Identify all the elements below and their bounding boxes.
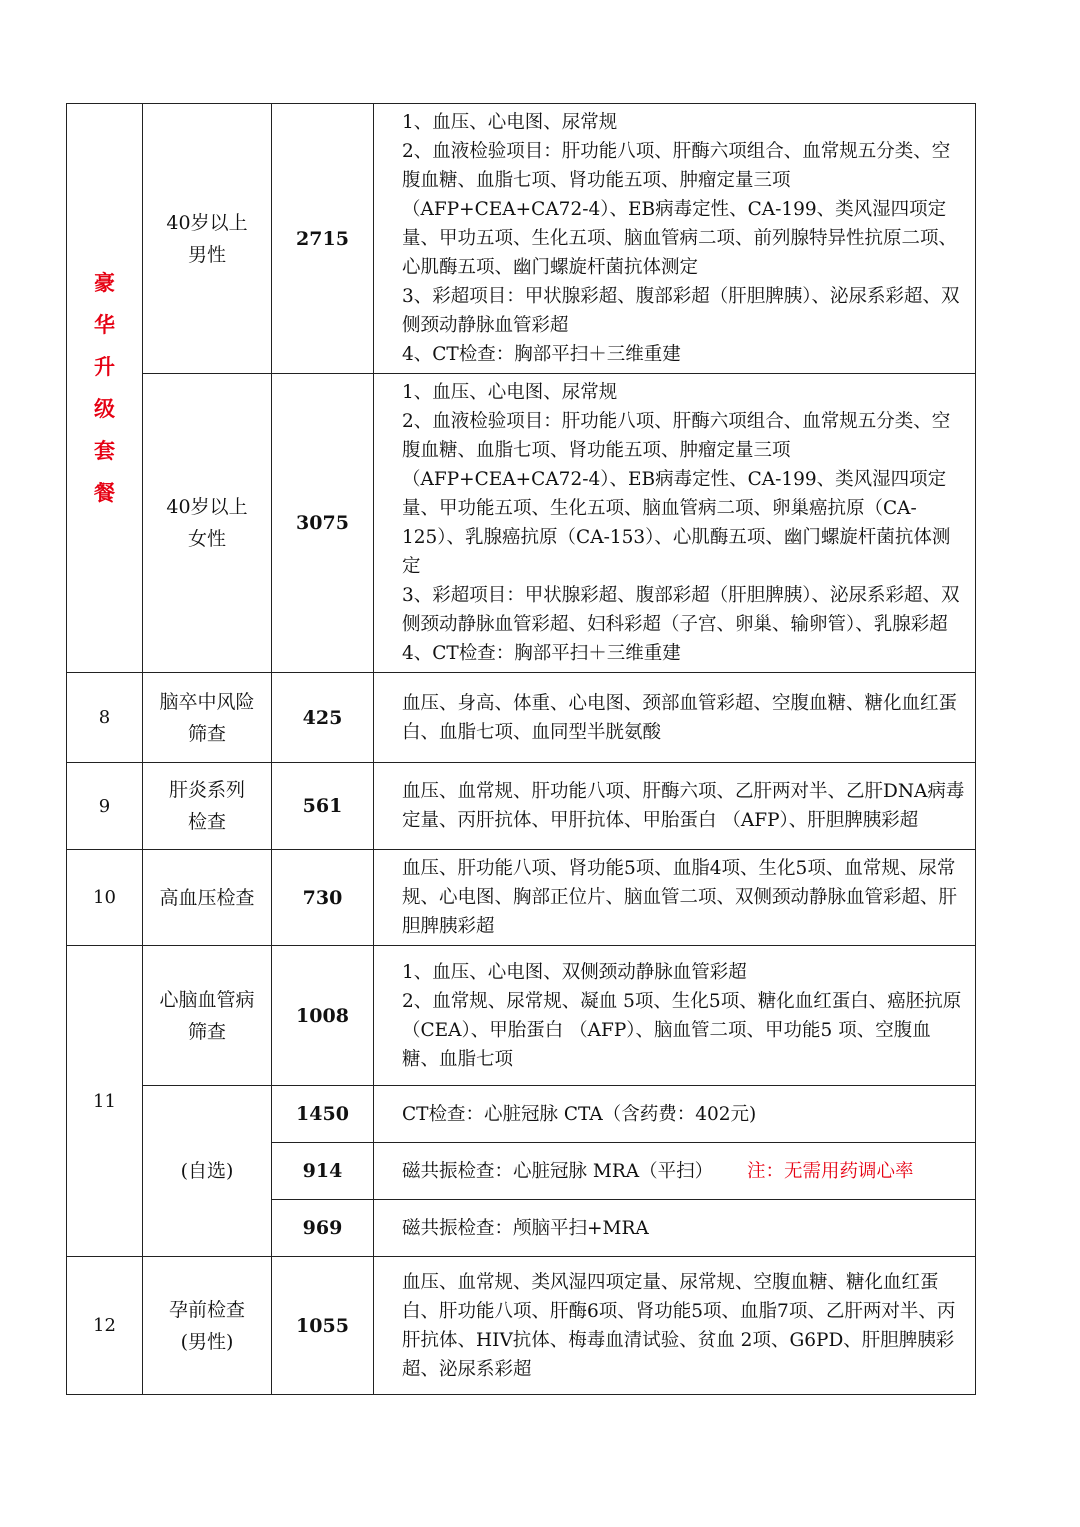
items-cell [374, 1086, 976, 1143]
item-text: 血压、血常规、肝功能八项、肝酶六项、乙肝两对半、乙肝DNA病毒定量、丙肝抗体、甲肝抗体、甲胎蛋白 （AFP）、肝胆脾胰彩超 [402, 781, 965, 831]
item-line: 2、血液检验项目：肝功能八项、肝酶六项组合、血常规五分类、空腹血糖、血脂七项、肾功能五项、肿瘤定量三项（AFP+CEA+CA72-4）、EB病毒定性、CA-199、类风湿四项定量、甲功能五项、生化五项、脑血管病二项、卵巢癌抗原（CA-125）、乳腺癌抗原（CA-153）、心肌酶五项、幽门螺旋杆菌抗体测定 [402, 411, 951, 577]
package-name: 男性 [187, 243, 226, 266]
item-text: 血压、身高、体重、心电图、颈部血管彩超、空腹血糖、糖化血红蛋白、血脂七项、血同型半胱氨酸 [402, 692, 958, 743]
row-number: 8 [67, 673, 143, 763]
item-line: 2、血常规、尿常规、凝血 5项、生化5项、糖化血红蛋白、癌胚抗原（CEA）、甲胎蛋白 （AFP）、脑血管二项、甲功能5 项、空腹血糖、血脂七项 [402, 990, 962, 1070]
table-row [67, 374, 976, 673]
package-name-cell [143, 946, 272, 1086]
table-row [67, 673, 976, 763]
package-name: 女性 [187, 528, 226, 550]
package-name: (男性) [180, 1330, 234, 1353]
item-line: 1、血压、心电图、尿常规 [402, 112, 618, 133]
package-name-cell [143, 374, 272, 673]
package-name: 筛查 [187, 722, 226, 745]
package-name: 高血压检查 [143, 850, 272, 946]
package-name: 孕前检查 [168, 1298, 245, 1321]
row-number: 10 [67, 850, 143, 946]
item-text: 磁共振检查：心脏冠脉 MRA（平扫） [402, 1160, 714, 1182]
package-name: 脑卒中风险 [159, 690, 255, 713]
items-cell [374, 763, 976, 850]
price-cell: 1055 [272, 1257, 374, 1395]
item-text: CT检查：心脏冠脉 CTA（含药费：402元) [402, 1103, 757, 1125]
item-text: 血压、血常规、类风湿四项定量、尿常规、空腹血糖、糖化血红蛋白、肝功能八项、肝酶6项、肾功能5项、血脂7项、乙肝两对半、丙肝抗体、HIV抗体、梅毒血清试验、贫血 2项、G6PD、肝胆脾胰彩超、泌尿系彩超 [402, 1271, 956, 1380]
items-cell [374, 104, 976, 374]
price-cell: 730 [272, 850, 374, 946]
package-table [66, 103, 976, 1395]
price-cell: 425 [272, 673, 374, 763]
price-cell: 561 [272, 763, 374, 850]
package-name-cell [143, 673, 272, 763]
item-line: 1、血压、心电图、双侧颈动静脉血管彩超 [402, 961, 747, 983]
package-name-cell [143, 763, 272, 850]
items-cell [374, 946, 976, 1086]
price-cell: 969 [272, 1200, 374, 1257]
package-name: 40岁以上 [166, 211, 248, 234]
item-line: 4、CT检查：胸部平扫＋三维重建 [402, 643, 681, 664]
price-cell: 3075 [272, 374, 374, 673]
package-name: 筛查 [187, 1020, 226, 1043]
table-row [67, 946, 976, 1086]
price-cell: 914 [272, 1143, 374, 1200]
row-number: 12 [67, 1257, 143, 1395]
item-line: 3、彩超项目：甲状腺彩超、腹部彩超（肝胆脾胰）、泌尿系彩超、双侧颈动静脉血管彩超、妇科彩超（子宫、卵巢、输卵管）、乳腺彩超 [402, 585, 960, 635]
package-name: 肝炎系列 [168, 779, 245, 801]
item-line: 1、血压、心电图、尿常规 [402, 382, 618, 403]
items-cell [374, 374, 976, 673]
package-category-cell [67, 104, 143, 673]
items-cell [374, 850, 976, 946]
items-cell [374, 1257, 976, 1395]
price-cell: 1008 [272, 946, 374, 1086]
row-number: 9 [67, 763, 143, 850]
table-row [67, 1086, 976, 1143]
item-line: 3、彩超项目：甲状腺彩超、腹部彩超（肝胆脾胰）、泌尿系彩超、双侧颈动静脉血管彩超 [402, 286, 960, 336]
item-text: 磁共振检查：颅脑平扫+MRA [402, 1217, 649, 1239]
package-name: 40岁以上 [166, 496, 248, 518]
package-category-label: 豪 华 升 级 套 餐 [94, 270, 115, 505]
table-row [67, 763, 976, 850]
package-name: 心脑血管病 [159, 988, 255, 1011]
package-name-cell [143, 1257, 272, 1395]
package-name-cell [143, 104, 272, 374]
item-text: 血压、肝功能八项、肾功能5项、血脂4项、生化5项、血常规、尿常规、心电图、胸部正位片、脑血管二项、双侧颈动静脉血管彩超、肝胆脾胰彩超 [402, 858, 958, 937]
table-row [67, 850, 976, 946]
table-row [67, 1257, 976, 1395]
price-cell: 2715 [272, 104, 374, 374]
note-text: 注：无需用药调心率 [747, 1160, 914, 1182]
table-row [67, 104, 976, 374]
items-cell [374, 1200, 976, 1257]
price-cell: 1450 [272, 1086, 374, 1143]
package-name: 检查 [187, 811, 226, 833]
row-number: 11 [67, 946, 143, 1257]
items-cell [374, 1143, 976, 1200]
optional-label: (自选) [143, 1086, 272, 1257]
item-line: 2、血液检验项目：肝功能八项、肝酶六项组合、血常规五分类、空腹血糖、血脂七项、肾功能五项、肿瘤定量三项（AFP+CEA+CA72-4）、EB病毒定性、CA-199、类风湿四项定量、甲功五项、生化五项、脑血管病二项、前列腺特异性抗原二项、心肌酶五项、幽门螺旋杆菌抗体测定 [402, 141, 958, 278]
item-line: 4、CT检查：胸部平扫＋三维重建 [402, 344, 681, 365]
items-cell [374, 673, 976, 763]
